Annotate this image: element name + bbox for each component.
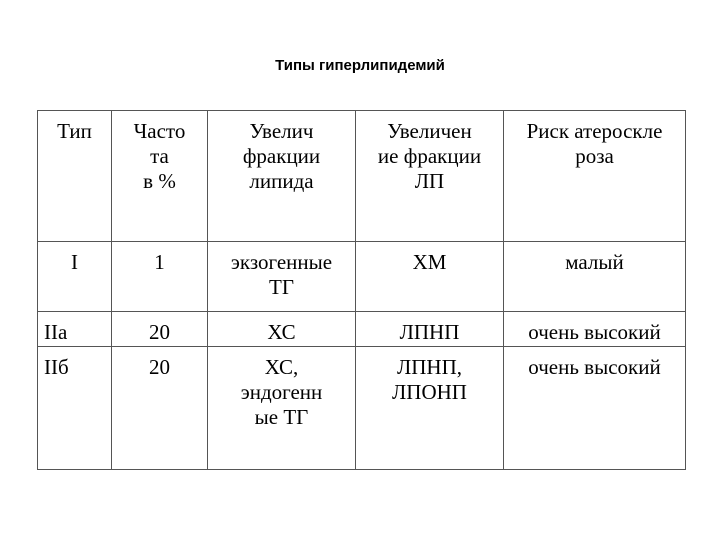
cell-type: IIб: [38, 346, 112, 469]
cell-lipid-fraction: ХС: [208, 311, 356, 346]
table-row: [38, 346, 686, 469]
table-header-row: [38, 111, 686, 242]
header-lipid-fraction: Увелич фракции липида: [208, 111, 356, 242]
cell-risk: малый: [504, 242, 686, 311]
page-title: Типы гиперлипидемий: [275, 57, 445, 74]
table-row: [38, 311, 686, 346]
hyperlipidemia-types-table: [37, 110, 686, 470]
cell-frequency: 20: [112, 311, 208, 346]
cell-lipoprotein-fraction: ХМ: [356, 242, 504, 311]
cell-frequency: 20: [112, 346, 208, 469]
cell-lipid-fraction: ХС, эндогенн ые ТГ: [208, 346, 356, 469]
cell-type: I: [38, 242, 112, 311]
cell-risk: очень высокий: [504, 311, 686, 346]
cell-type: IIа: [38, 311, 112, 346]
cell-lipid-fraction: экзогенные ТГ: [208, 242, 356, 311]
cell-risk: очень высокий: [504, 346, 686, 469]
header-atherosclerosis-risk: Риск атероскле роза: [504, 111, 686, 242]
header-lipoprotein-fraction: Увеличен ие фракции ЛП: [356, 111, 504, 242]
table-row: [38, 242, 686, 311]
cell-frequency: 1: [112, 242, 208, 311]
cell-lipoprotein-fraction: ЛПНП: [356, 311, 504, 346]
cell-lipoprotein-fraction: ЛПНП, ЛПОНП: [356, 346, 504, 469]
header-type: Тип: [38, 111, 112, 242]
header-frequency: Часто та в %: [112, 111, 208, 242]
